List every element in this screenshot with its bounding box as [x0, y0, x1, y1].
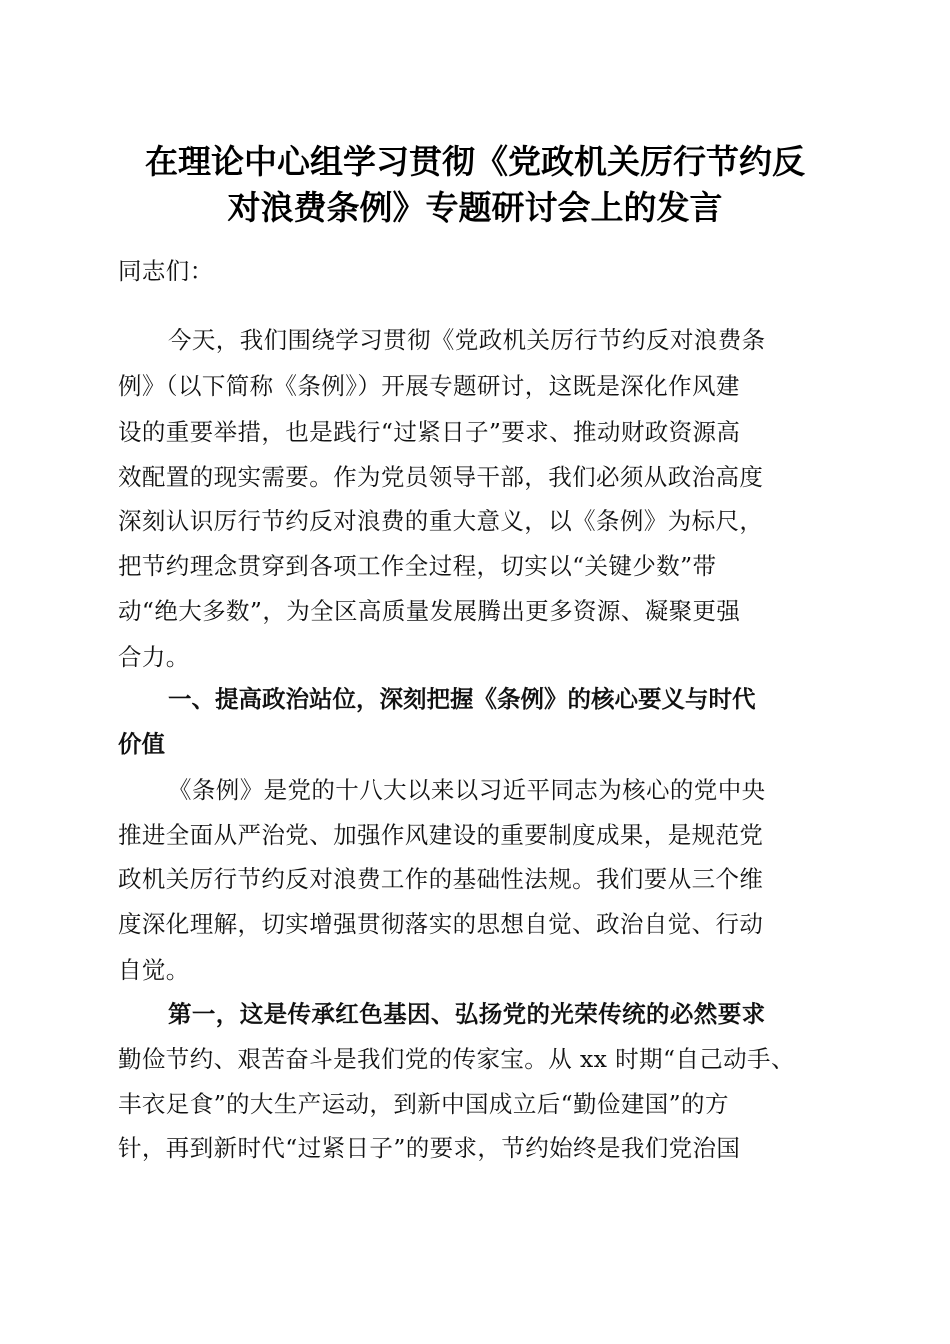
point-1-body-line: 勤俭节约、艰苦奋斗是我们党的传家宝。从 xx 时期“自己动手、	[118, 1045, 795, 1073]
intro-line: 效配置的现实需要。作为党员领导干部，我们必须从政治高度	[118, 463, 764, 491]
section-1-heading-line-1: 一、提高政治站位，深刻把握《条例》的核心要义与时代	[168, 685, 756, 713]
section-1-body-line: 《条例》是党的十八大以来以习近平同志为核心的党中央	[168, 776, 766, 804]
section-1-body-line: 政机关厉行节约反对浪费工作的基础性法规。我们要从三个维	[118, 865, 764, 893]
intro-line: 例》（以下简称《条例》）开展专题研讨，这既是深化作风建	[118, 372, 740, 400]
point-1-body-line: 针，再到新时代“过紧日子”的要求，节约始终是我们党治国	[118, 1134, 741, 1162]
point-1-body-line: 丰衣足食”的大生产运动，到新中国成立后“勤俭建国”的方	[118, 1090, 729, 1118]
intro-line: 把节约理念贯穿到各项工作全过程，切实以“关键少数”带	[118, 552, 717, 580]
document-title-line-1: 在理论中心组学习贯彻《党政机关厉行节约反	[145, 142, 805, 181]
intro-line: 合力。	[118, 643, 190, 671]
section-1-body-line: 推进全面从严治党、加强作风建设的重要制度成果，是规范党	[118, 821, 764, 849]
section-1-body-line: 自觉。	[118, 956, 190, 984]
intro-line: 设的重要举措，也是践行“过紧日子”要求、推动财政资源高	[118, 418, 741, 446]
intro-line: 深刻认识厉行节约反对浪费的重大意义，以《条例》为标尺，	[118, 507, 764, 535]
section-1-body-line: 度深化理解，切实增强贯彻落实的思想自觉、政治自觉、行动	[118, 910, 764, 938]
intro-line: 动“绝大多数”，为全区高质量发展腾出更多资源、凝聚更强	[118, 597, 741, 625]
document-title-line-2: 对浪费条例》专题研讨会上的发言	[227, 188, 723, 227]
intro-line: 今天，我们围绕学习贯彻《党政机关厉行节约反对浪费条	[168, 326, 766, 354]
greeting: 同志们：	[118, 257, 214, 285]
point-1-heading: 第一，这是传承红色基因、弘扬党的光荣传统的必然要求	[168, 1000, 766, 1028]
section-1-heading-line-2: 价值	[118, 730, 165, 758]
